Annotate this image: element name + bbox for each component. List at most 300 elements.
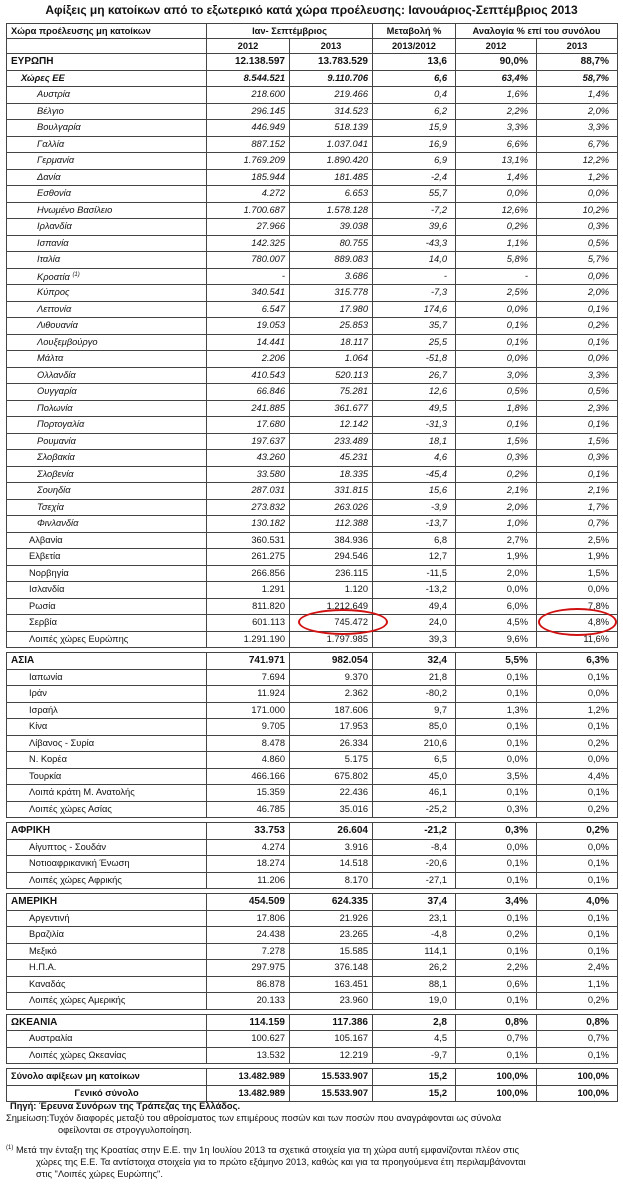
footnote-line: Μετά την ένταξη της Κροατίας στην Ε.Ε. την 1η Ιουλίου 2013 τα σχετικά στοιχεία για τη χώρα αυτή εμφανίζονται πλέον στις (15, 1145, 519, 1156)
arrivals-2013-cell: 5.175 (290, 752, 373, 769)
country-name-cell (7, 268, 207, 285)
share-2013-cell: 0,1% (537, 1047, 618, 1064)
arrivals-2013-cell: 187.606 (290, 702, 373, 719)
share-2012-cell: 0,2% (456, 466, 537, 483)
change-cell: -43,3 (373, 235, 456, 252)
table-row (7, 549, 618, 566)
share-2013-cell: 1,5% (537, 565, 618, 582)
country-name: Κίνα (29, 721, 48, 732)
table-row (7, 598, 618, 615)
country-name: Ιταλία (37, 254, 61, 265)
country-name: Γενικό σύνολο (74, 1087, 139, 1098)
change-cell: -11,5 (373, 565, 456, 582)
arrivals-2012-cell: 8.544.521 (207, 70, 290, 87)
arrivals-2012-cell: 171.000 (207, 702, 290, 719)
country-name: Λιθουανία (37, 320, 78, 331)
change-cell: 18,1 (373, 433, 456, 450)
arrivals-2012-cell: 4.272 (207, 186, 290, 203)
arrivals-2013-cell: 3.916 (290, 839, 373, 856)
country-name: Λοιπά κράτη Μ. Ανατολής (29, 787, 135, 798)
country-name-cell (7, 768, 207, 785)
share-2013-cell: 3,3% (537, 367, 618, 384)
table-row (7, 516, 618, 533)
arrivals-2012-cell: 6.547 (207, 301, 290, 318)
table-row (7, 466, 618, 483)
country-name-cell (7, 136, 207, 153)
arrivals-2013-cell: 233.489 (290, 433, 373, 450)
country-name-cell (7, 153, 207, 170)
change-cell: -20,6 (373, 856, 456, 873)
arrivals-2013-cell: 1.578.128 (290, 202, 373, 219)
country-name: ΩΚΕΑΝΙΑ (11, 1016, 58, 1028)
table-row (7, 532, 618, 549)
arrivals-2012-cell: 287.031 (207, 483, 290, 500)
arrivals-2012-cell: 241.885 (207, 400, 290, 417)
share-2013-cell: 0,5% (537, 384, 618, 401)
share-2012-cell: 0,1% (456, 1047, 537, 1064)
share-2012-cell: 3,0% (456, 367, 537, 384)
country-name: Φινλανδία (37, 518, 79, 529)
table-row (7, 301, 618, 318)
arrivals-2012-cell: 185.944 (207, 169, 290, 186)
arrivals-2012-cell: 13.532 (207, 1047, 290, 1064)
change-cell: -13,7 (373, 516, 456, 533)
arrivals-2012-cell: 13.482.989 (207, 1069, 290, 1086)
share-2013-cell: 0,1% (537, 943, 618, 960)
arrivals-2013-cell: 15.585 (290, 943, 373, 960)
table-row (7, 910, 618, 927)
share-2012-cell: 2,1% (456, 483, 537, 500)
table-row (7, 70, 618, 87)
country-name: Αλβανία (29, 534, 63, 545)
arrivals-2013-cell: 17.953 (290, 719, 373, 736)
share-2012-cell: 0,1% (456, 910, 537, 927)
share-2013-cell: 4,8% (537, 615, 618, 632)
country-name-cell (7, 993, 207, 1010)
table-row (7, 219, 618, 236)
share-2013-cell: 10,2% (537, 202, 618, 219)
arrivals-2012-cell: 43.260 (207, 450, 290, 467)
notes-block (6, 1100, 617, 1180)
share-2012-cell: 1,4% (456, 169, 537, 186)
arrivals-2012-cell: 18.274 (207, 856, 290, 873)
table-row (7, 768, 618, 785)
country-name-cell (7, 785, 207, 802)
share-2012-cell: 0,5% (456, 384, 537, 401)
share-2013-cell: 1,1% (537, 976, 618, 993)
share-2013-cell: 1,5% (537, 433, 618, 450)
country-name-cell (7, 752, 207, 769)
arrivals-2013-cell: 6.653 (290, 186, 373, 203)
share-2012-cell: 13,1% (456, 153, 537, 170)
share-2013-cell: 0,1% (537, 927, 618, 944)
arrivals-2012-cell: 1.291.190 (207, 631, 290, 648)
country-name-cell (7, 927, 207, 944)
country-name-cell (7, 186, 207, 203)
change-cell: 4,6 (373, 450, 456, 467)
footnote-line: χώρες της Ε.Ε. Τα αντίστοιχα στοιχεία για το πρώτο εξάμηνο 2013, καθώς και για τα προηγούμενα έτη περιλαμβάνονται (36, 1157, 526, 1168)
country-name-cell (7, 686, 207, 703)
arrivals-table (6, 23, 618, 1102)
country-name-cell (7, 466, 207, 483)
share-2013-cell: 0,0% (537, 686, 618, 703)
arrivals-2013-cell: 745.472 (290, 615, 373, 632)
table-row (7, 417, 618, 434)
change-cell: 21,8 (373, 669, 456, 686)
share-2012-cell: 0,0% (456, 186, 537, 203)
footnote (6, 1142, 617, 1156)
share-2012-cell: 1,1% (456, 235, 537, 252)
change-cell: 32,4 (373, 653, 456, 670)
country-name-cell (7, 384, 207, 401)
change-cell: 174,6 (373, 301, 456, 318)
change-cell: -27,1 (373, 872, 456, 889)
table-row (7, 120, 618, 137)
country-name: Σερβία (29, 617, 57, 628)
share-2012-cell: 0,1% (456, 785, 537, 802)
country-name-cell (7, 202, 207, 219)
share-2012-cell: 5,5% (456, 653, 537, 670)
country-name: Καναδάς (29, 978, 66, 989)
country-name-cell (7, 417, 207, 434)
share-2013-cell: 0,2% (537, 318, 618, 335)
share-2013-cell: 0,5% (537, 235, 618, 252)
country-column-header: Χώρα προέλευσης μη κατοίκων (7, 24, 207, 39)
share-2012-cell: 6,6% (456, 136, 537, 153)
table-row (7, 686, 618, 703)
change-cell: -7,3 (373, 285, 456, 302)
country-name-cell (7, 301, 207, 318)
country-name-cell (7, 735, 207, 752)
country-name: Αίγυπτος - Σουδάν (29, 841, 107, 852)
share-2012-cell: 0,0% (456, 351, 537, 368)
share-2012-cell: 3,5% (456, 768, 537, 785)
country-name: Βραζιλία (29, 929, 64, 940)
share-2012-cell: 2,7% (456, 532, 537, 549)
table-row (7, 669, 618, 686)
arrivals-2013-cell: 518.139 (290, 120, 373, 137)
share-2012-cell: 1,5% (456, 433, 537, 450)
share-2012-cell: 0,0% (456, 839, 537, 856)
country-name-cell (7, 252, 207, 269)
country-name: Ιρλανδία (37, 221, 72, 232)
table-row (7, 483, 618, 500)
share-2012-cell: 1,3% (456, 702, 537, 719)
share-2012-cell: 1,8% (456, 400, 537, 417)
share-2013-cell: 2,0% (537, 103, 618, 120)
country-name-cell (7, 516, 207, 533)
arrivals-2012-cell: 12.138.597 (207, 54, 290, 71)
share-2012-cell: 0,3% (456, 450, 537, 467)
share-2013-cell: 0,8% (537, 1014, 618, 1031)
change-cell: 23,1 (373, 910, 456, 927)
share-2013-cell: 100,0% (537, 1069, 618, 1086)
country-name-cell (7, 615, 207, 632)
share-2012-cell: 0,1% (456, 417, 537, 434)
share-2013-cell: 0,0% (537, 839, 618, 856)
share-2013-cell: 11,6% (537, 631, 618, 648)
change-period-header: 2013/2012 (373, 39, 456, 54)
share-2013-cell: 1,7% (537, 499, 618, 516)
country-name: Μεξικό (29, 945, 57, 956)
arrivals-2012-cell: 410.543 (207, 367, 290, 384)
change-cell: 2,8 (373, 1014, 456, 1031)
change-cell: -51,8 (373, 351, 456, 368)
year-2012-header: 2012 (207, 39, 290, 54)
arrivals-2013-cell: 17.980 (290, 301, 373, 318)
table-row (7, 235, 618, 252)
share-2013-cell: 4,4% (537, 768, 618, 785)
arrivals-2013-cell: 8.170 (290, 872, 373, 889)
share-2013-cell: 2,4% (537, 960, 618, 977)
share-2012-cell: 2,0% (456, 499, 537, 516)
arrivals-2012-cell: 142.325 (207, 235, 290, 252)
country-name: Νορβηγία (29, 567, 69, 578)
change-cell: 37,4 (373, 894, 456, 911)
arrivals-2012-cell: 15.359 (207, 785, 290, 802)
share-2012-cell: 0,6% (456, 976, 537, 993)
arrivals-2012-cell: 446.949 (207, 120, 290, 137)
share-2013-cell: 0,1% (537, 669, 618, 686)
arrivals-2012-cell: 19.053 (207, 318, 290, 335)
country-name-cell (7, 894, 207, 911)
country-name: ΑΦΡΙΚΗ (11, 825, 51, 837)
country-name: Γαλλία (37, 138, 65, 149)
share-2013-cell: 2,5% (537, 532, 618, 549)
country-name-cell (7, 1014, 207, 1031)
arrivals-2012-cell: 17.806 (207, 910, 290, 927)
country-name-cell (7, 653, 207, 670)
table-row (7, 1047, 618, 1064)
share-2012-cell: 0,8% (456, 1014, 537, 1031)
change-cell: -13,2 (373, 582, 456, 599)
country-name: Λοιπές χώρες Ευρώπης (29, 633, 129, 644)
country-name-cell (7, 976, 207, 993)
arrivals-2012-cell: 273.832 (207, 499, 290, 516)
country-name-cell (7, 549, 207, 566)
arrivals-2012-cell: 8.478 (207, 735, 290, 752)
arrivals-2013-cell: 12.219 (290, 1047, 373, 1064)
country-name: Ουγγαρία (37, 386, 77, 397)
share-2013-cell: 0,0% (537, 582, 618, 599)
arrivals-2013-cell: 384.936 (290, 532, 373, 549)
change-cell: 12,7 (373, 549, 456, 566)
arrivals-2012-cell: 1.700.687 (207, 202, 290, 219)
change-cell: 26,2 (373, 960, 456, 977)
table-body (7, 54, 618, 1102)
arrivals-2013-cell: 23.960 (290, 993, 373, 1010)
table-row (7, 752, 618, 769)
change-cell: 46,1 (373, 785, 456, 802)
change-header: Μεταβολή % (373, 24, 456, 39)
arrivals-2012-cell: 601.113 (207, 615, 290, 632)
change-cell: -80,2 (373, 686, 456, 703)
arrivals-2012-cell: 360.531 (207, 532, 290, 549)
change-cell: -7,2 (373, 202, 456, 219)
change-cell: 4,5 (373, 1031, 456, 1048)
country-name: Βουλγαρία (37, 122, 81, 133)
share-2012-cell: 1,6% (456, 87, 537, 104)
note-line: οφείλονται σε στρογγυλοποίηση. (58, 1125, 192, 1135)
country-name-cell (7, 960, 207, 977)
share-2012-cell: 63,4% (456, 70, 537, 87)
arrivals-2012-cell: 7.278 (207, 943, 290, 960)
change-cell: 39,3 (373, 631, 456, 648)
share-2013-cell: 2,1% (537, 483, 618, 500)
change-cell: 114,1 (373, 943, 456, 960)
table-row (7, 186, 618, 203)
arrivals-2013-cell: 35.016 (290, 801, 373, 818)
arrivals-2012-cell: 1.769.209 (207, 153, 290, 170)
share-2012-cell: 1,9% (456, 549, 537, 566)
arrivals-2013-cell: 361.677 (290, 400, 373, 417)
arrivals-2012-cell: 197.637 (207, 433, 290, 450)
arrivals-2013-cell: 18.117 (290, 334, 373, 351)
share-2013-cell: 88,7% (537, 54, 618, 71)
arrivals-2012-cell: 454.509 (207, 894, 290, 911)
arrivals-2013-cell: 2.362 (290, 686, 373, 703)
country-name-cell (7, 565, 207, 582)
country-name-cell (7, 872, 207, 889)
table-row (7, 351, 618, 368)
change-cell: 15,9 (373, 120, 456, 137)
arrivals-2013-cell: 105.167 (290, 1031, 373, 1048)
share-2012-cell: 100,0% (456, 1085, 537, 1102)
table-row (7, 993, 618, 1010)
share-2013-cell: 0,2% (537, 993, 618, 1010)
table-row (7, 334, 618, 351)
arrivals-2012-cell: 9.705 (207, 719, 290, 736)
share-2012-cell: 0,1% (456, 872, 537, 889)
country-name-cell (7, 54, 207, 71)
country-name: Κροατία (37, 271, 70, 282)
arrivals-2013-cell: 26.334 (290, 735, 373, 752)
table-row (7, 136, 618, 153)
share-2013-cell: 4,0% (537, 894, 618, 911)
table-row (7, 153, 618, 170)
share-2012-cell: 5,8% (456, 252, 537, 269)
share-2013-cell: 1,2% (537, 702, 618, 719)
share-2013-cell: 6,3% (537, 653, 618, 670)
change-cell: 88,1 (373, 976, 456, 993)
table-row (7, 735, 618, 752)
country-name-cell (7, 598, 207, 615)
arrivals-2013-cell: 294.546 (290, 549, 373, 566)
share-2013-cell: 0,1% (537, 910, 618, 927)
arrivals-2012-cell: 780.007 (207, 252, 290, 269)
change-cell: 15,2 (373, 1085, 456, 1102)
share-2012-cell: 0,1% (456, 993, 537, 1010)
year-2013-header: 2013 (290, 39, 373, 54)
country-name-cell (7, 702, 207, 719)
change-cell: 85,0 (373, 719, 456, 736)
share-2013-cell: 0,1% (537, 466, 618, 483)
country-name: Σουηδία (37, 485, 71, 496)
country-name: Κύπρος (37, 287, 70, 298)
arrivals-2012-cell: 811.820 (207, 598, 290, 615)
arrivals-2012-cell: 13.482.989 (207, 1085, 290, 1102)
share-2013-cell: 12,2% (537, 153, 618, 170)
country-name-cell (7, 70, 207, 87)
country-name-cell (7, 103, 207, 120)
share-2012-cell: 4,5% (456, 615, 537, 632)
share-2012-cell: 0,2% (456, 219, 537, 236)
table-row (7, 1069, 618, 1086)
arrivals-2013-cell: 25.853 (290, 318, 373, 335)
country-name: Λουξεμβούργο (37, 336, 98, 347)
country-name: ΑΣΙΑ (11, 655, 35, 667)
share-2013-cell: 0,0% (537, 752, 618, 769)
arrivals-2013-cell: 117.386 (290, 1014, 373, 1031)
country-name: Ελβετία (29, 551, 61, 562)
table-row (7, 631, 618, 648)
share-2012-cell: 0,7% (456, 1031, 537, 1048)
country-name: ΑΜΕΡΙΚΗ (11, 896, 58, 908)
country-name: Αυστρία (37, 89, 71, 100)
arrivals-2013-cell: 15.533.907 (290, 1069, 373, 1086)
arrivals-2013-cell: 889.083 (290, 252, 373, 269)
arrivals-2013-cell: 21.926 (290, 910, 373, 927)
footnote-mark: (1) (6, 1145, 14, 1151)
footnote-ref: (1) (72, 271, 80, 278)
share-2013-cell: 5,7% (537, 252, 618, 269)
country-name: Λοιπές χώρες Αμερικής (29, 995, 126, 1006)
table-row (7, 785, 618, 802)
share-2013-cell: 0,1% (537, 719, 618, 736)
share-2013-cell: 1,9% (537, 549, 618, 566)
country-name-cell (7, 856, 207, 873)
country-column-header-blank (7, 39, 207, 54)
arrivals-2013-cell: 1.797.985 (290, 631, 373, 648)
share-2012-cell: 0,2% (456, 927, 537, 944)
share-2012-cell: 100,0% (456, 1069, 537, 1086)
change-cell: 45,0 (373, 768, 456, 785)
share-2013-cell: 0,0% (537, 351, 618, 368)
share-2012-cell: 0,0% (456, 582, 537, 599)
change-cell: 14,0 (373, 252, 456, 269)
share-2012-cell: 90,0% (456, 54, 537, 71)
arrivals-2013-cell: 181.485 (290, 169, 373, 186)
arrivals-2013-cell: 39.038 (290, 219, 373, 236)
change-cell: 19,0 (373, 993, 456, 1010)
country-name: Νοτιοαφρικανική Ένωση (29, 858, 130, 869)
arrivals-2012-cell: 66.846 (207, 384, 290, 401)
change-cell: 210,6 (373, 735, 456, 752)
country-name-cell (7, 235, 207, 252)
change-cell: -31,3 (373, 417, 456, 434)
change-cell: -3,9 (373, 499, 456, 516)
share-2012-cell: 0,1% (456, 719, 537, 736)
country-name: Σλοβενία (37, 468, 74, 479)
country-name: Πορτογαλία (37, 419, 85, 430)
table-row (7, 285, 618, 302)
change-cell: 49,4 (373, 598, 456, 615)
arrivals-2012-cell: 1.291 (207, 582, 290, 599)
change-cell: 35,7 (373, 318, 456, 335)
change-cell: 39,6 (373, 219, 456, 236)
period-header: Ιαν- Σεπτέμβριος (207, 24, 373, 39)
share-2012-cell: 0,1% (456, 334, 537, 351)
country-name-cell (7, 910, 207, 927)
country-name-cell (7, 499, 207, 516)
country-name-cell (7, 285, 207, 302)
country-name: Σλοβακία (37, 452, 75, 463)
arrivals-2012-cell: 887.152 (207, 136, 290, 153)
share-2012-cell: 2,5% (456, 285, 537, 302)
footnote-line: στις "Λοιπές χώρες Ευρώπης". (36, 1169, 163, 1180)
arrivals-2012-cell: 261.275 (207, 549, 290, 566)
table-row (7, 565, 618, 582)
